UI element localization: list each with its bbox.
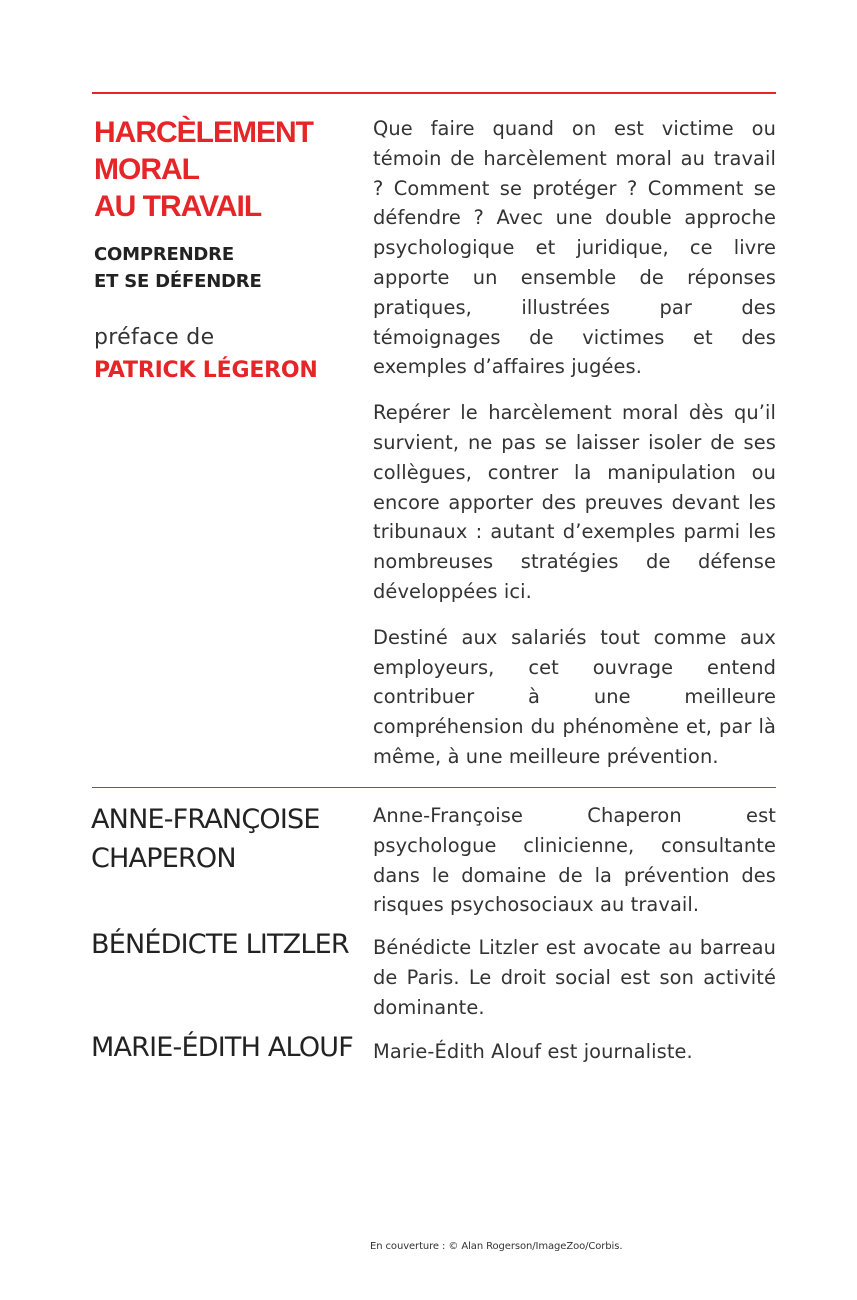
title-block (94, 114, 354, 389)
book-title-line: AU TRAVAIL (94, 190, 262, 223)
book-title-line: HARCÈLEMENT (94, 116, 313, 149)
book-subtitle-line: ET SE DÉFENDRE (94, 271, 262, 292)
author-name-line: ANNE-FRANÇOISE (91, 804, 320, 835)
authors-divider (92, 787, 776, 788)
author-bio: Anne-Françoise Chaperon est psychologue clinicienne, consultante dans le domaine de la prévention des risques psychosociaux au travail. (373, 804, 776, 917)
description-paragraph: Destiné aux salariés tout comme aux employeurs, cet ouvrage entend contribuer à une meilleure compréhension du phénomène et, par là même, à une meilleure prévention. (373, 625, 776, 768)
author-name-line: CHAPERON (91, 843, 236, 874)
book-description (373, 114, 776, 788)
preface-author: PATRICK LÉGERON (94, 358, 318, 383)
top-divider (92, 92, 776, 94)
description-paragraph: Repérer le harcèlement moral dès qu’il survient, ne pas se laisser isoler de ses collègues, contrer la manipulation ou encore apporter des preuves devant les tribunaux : autant d’exemples parmi les nombreuses stratégies de défense développées ici. (373, 401, 776, 603)
author-name-line: MARIE-ÉDITH ALOUF (91, 1032, 353, 1063)
author-bio: Marie-Édith Alouf est journaliste. (373, 1040, 693, 1063)
book-subtitle (94, 241, 354, 295)
book-subtitle-line: COMPRENDRE (94, 244, 234, 265)
preface-label: préface de (94, 325, 215, 350)
author-name (91, 1028, 361, 1067)
author-name (91, 800, 361, 878)
book-title (94, 114, 354, 225)
author-name (91, 925, 361, 964)
book-title-line: MORAL (94, 153, 199, 186)
author-bio: Bénédicte Litzler est avocate au barreau de Paris. Le droit social est son activité dominante. (373, 936, 776, 1019)
cover-credit: En couverture : © Alan Rogerson/ImageZoo/Corbis. (370, 1241, 623, 1252)
description-paragraph: Que faire quand on est victime ou témoin de harcèlement moral au travail ? Comment se protéger ? Comment se défendre ? Avec une double approche psychologique et juridique, ce livre apporte un ensemble de réponses pratiques, illustrées par des témoignages de victimes et des exemples d’affaires jugées. (373, 117, 776, 379)
author-name-line: BÉNÉDICTE LITZLER (91, 929, 349, 960)
